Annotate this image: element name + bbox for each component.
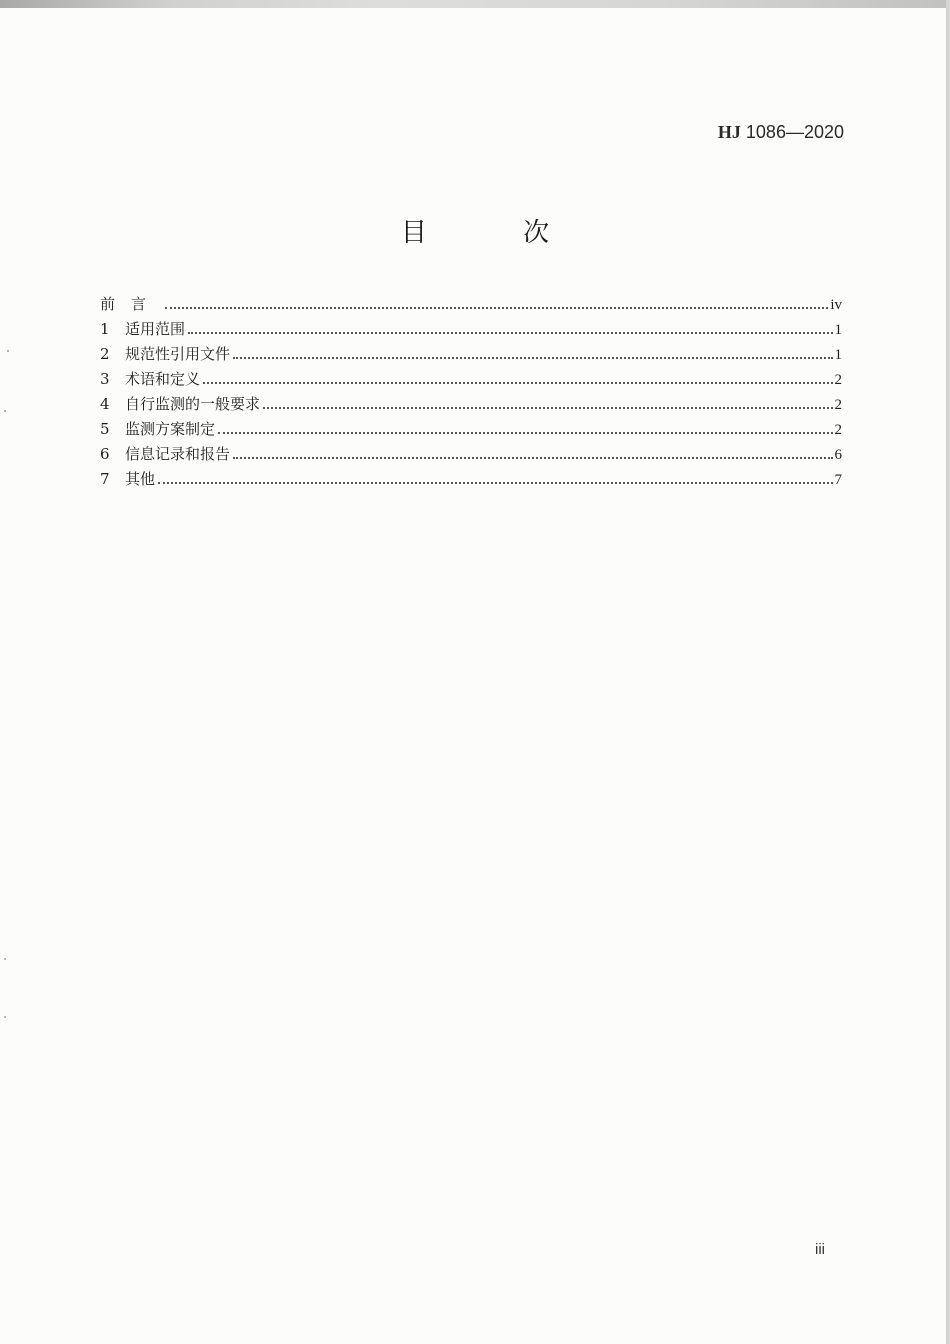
toc-entry-6[interactable] [100, 442, 842, 467]
toc-entry-page: 2 [834, 397, 842, 413]
scan-speck [7, 350, 9, 352]
toc-entry-page: 2 [834, 422, 842, 438]
toc-entry-label: 其他 [125, 470, 156, 488]
toc-entry-page: iv [830, 297, 842, 313]
document-code-prefix: HJ [717, 122, 741, 142]
toc-entry-page: 7 [834, 472, 842, 488]
toc-dot-leader [263, 407, 832, 409]
document-code-number: 1086—2020 [745, 122, 844, 142]
toc-entry-number: 7 [100, 470, 110, 488]
scan-speck [4, 1016, 6, 1018]
document-code [718, 122, 844, 143]
toc-entry-page: 1 [834, 347, 842, 363]
toc-entry-label: 适用范围 [125, 320, 186, 338]
toc-entry-label: 术语和定义 [125, 370, 201, 388]
toc-entry-7[interactable] [100, 467, 842, 492]
toc-entry-1[interactable] [100, 317, 842, 342]
toc-entry-page: 2 [834, 372, 842, 388]
toc-entry-3[interactable] [100, 367, 842, 392]
toc-entry-number: 4 [100, 395, 110, 413]
toc-entry-number: 1 [100, 320, 110, 338]
scan-speck [4, 958, 6, 960]
toc-entry-number: 2 [100, 345, 110, 363]
toc-entry-number: 3 [100, 370, 110, 388]
toc-entry-preface[interactable] [100, 292, 842, 317]
toc-entry-label: 信息记录和报告 [125, 445, 231, 463]
scan-edge-right [946, 0, 950, 1344]
toc-dot-leader [158, 482, 832, 484]
toc-entry-number: 5 [100, 420, 110, 438]
toc-entry-number: 6 [100, 445, 110, 463]
toc-entry-label: 监测方案制定 [125, 420, 216, 438]
toc-entry-label: 规范性引用文件 [125, 345, 231, 363]
toc-entry-page: 6 [834, 447, 842, 463]
toc-dot-leader [218, 432, 832, 434]
scan-speck [4, 410, 6, 412]
toc-dot-leader [203, 382, 832, 384]
toc-entry-label: 前言 [100, 295, 163, 313]
toc-entry-4[interactable] [100, 392, 842, 417]
toc-entry-label: 自行监测的一般要求 [125, 395, 261, 413]
toc-entry-2[interactable] [100, 342, 842, 367]
toc-entry-5[interactable] [100, 417, 842, 442]
toc-dot-leader [233, 457, 832, 459]
toc-dot-leader [188, 332, 832, 334]
page-number: iii [815, 1241, 825, 1258]
toc-entry-page: 1 [834, 322, 842, 338]
toc-dot-leader [233, 357, 832, 359]
toc-dot-leader [165, 307, 828, 309]
page-title: 目 次 [400, 218, 594, 248]
table-of-contents [100, 292, 842, 492]
scan-edge-top [0, 0, 950, 8]
